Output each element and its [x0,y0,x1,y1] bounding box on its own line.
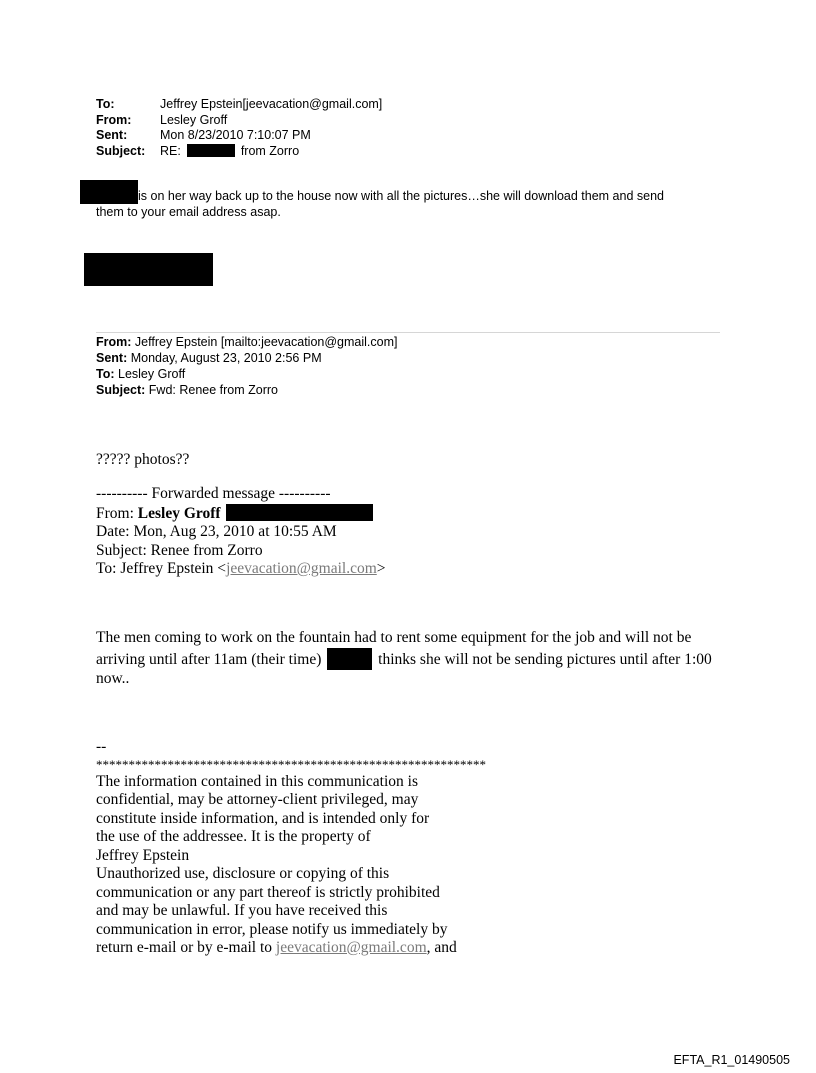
signature-stars: ************************************************************ [96,756,486,772]
forwarded-to-prefix: To: Jeffrey Epstein < [96,560,227,577]
quoted-from-value: Jeffrey Epstein [mailto:jeevacation@gmail.com] [134,335,398,349]
quoted-subject-value: Fwd: Renee from Zorro [148,383,279,397]
quoted-header [96,334,397,398]
quoted-to-label: To: [96,367,115,381]
quoted-subject-row [96,382,397,398]
disclaimer-last-suffix: , and [426,939,457,956]
subject-value [160,144,299,160]
quoted-question: ????? photos?? [96,451,190,468]
subject-prefix: RE: [160,143,181,158]
disclaimer-line: The information contained in this communication is [96,772,418,790]
from-value: Lesley Groff [160,112,228,127]
disclaimer-line: the use of the addressee. It is the property of [96,828,371,845]
redaction-block [187,144,235,157]
disclaimer-last-prefix: return e-mail or by e-mail to [96,939,276,956]
forwarded-paragraph [96,629,736,688]
bates-number: EFTA_R1_01490505 [673,1053,790,1067]
forwarded-to-suffix: > [376,560,386,577]
to-label: To: [96,97,115,111]
signature-dashes: -- [96,738,107,755]
from-label: From: [96,112,132,127]
forwarded-from-name: Lesley Groff [137,504,221,522]
disclaimer-last-line [96,939,486,958]
forwarded-to-email-link[interactable]: jeevacation@gmail.com [226,560,377,577]
forwarded-marker: ---------- Forwarded message ---------- [96,485,331,502]
disclaimer-line: Unauthorized use, disclosure or copying of this [96,865,390,882]
quoted-sent-label: Sent: [96,351,128,365]
disclaimer-line: confidential, may be attorney-client privileged, may [96,791,419,808]
paragraph-line-1: The men coming to work on the fountain had to rent some equipment for the job and will not be [96,629,692,646]
quoted-to-row [96,366,397,382]
subject-label: Subject: [96,143,146,158]
paragraph-line-3: now.. [96,669,130,687]
quoted-sent-row [96,350,397,366]
forwarded-to [96,560,386,579]
forwarded-subject: Subject: Renee from Zorro [96,541,263,559]
disclaimer-line: and may be unlawful. If you have received this [96,902,388,919]
forwarded-date: Date: Mon, Aug 23, 2010 at 10:55 AM [96,523,337,540]
paragraph-line-2-end: thinks she will not be sending pictures until after 1:00 [378,650,712,668]
quoted-from-label: From: [96,335,132,349]
forwarded-block [96,485,386,579]
disclaimer-line: constitute inside information, and is intended only for [96,809,430,827]
sent-value: Mon 8/23/2010 7:10:07 PM [160,128,311,142]
to-value: Jeffrey Epstein[jeevacation@gmail.com] [160,97,383,111]
quoted-from-row [96,334,397,350]
paragraph-line-2-start: arriving until after 11am (their time) [96,650,322,668]
disclaimer-block [96,738,486,958]
reply-body [96,189,726,220]
quoted-sent-value: Monday, August 23, 2010 2:56 PM [130,351,322,365]
quoted-to-value: Lesley Groff [118,367,186,381]
reply-line-2: them to your email address asap. [96,204,281,219]
redaction-block [226,504,373,521]
disclaimer-email-link[interactable]: jeevacation@gmail.com [275,939,427,956]
disclaimer-line: Jeffrey Epstein [96,846,190,864]
quoted-subject-label: Subject: [96,383,146,397]
forwarded-from [96,504,386,524]
forwarded-from-label: From: [96,504,134,522]
disclaimer-line: communication in error, please notify us immediately by [96,920,448,938]
disclaimer-line: communication or any part thereof is strictly prohibited [96,883,440,901]
reply-line-1: is on her way back up to the house now with all the pictures…she will download them and send [138,189,664,203]
message-separator [96,332,720,333]
paragraph-line-2 [96,648,736,670]
sent-label: Sent: [96,128,128,142]
subject-suffix: from Zorro [240,143,300,158]
redaction-block [84,253,213,286]
redaction-block [327,648,372,670]
